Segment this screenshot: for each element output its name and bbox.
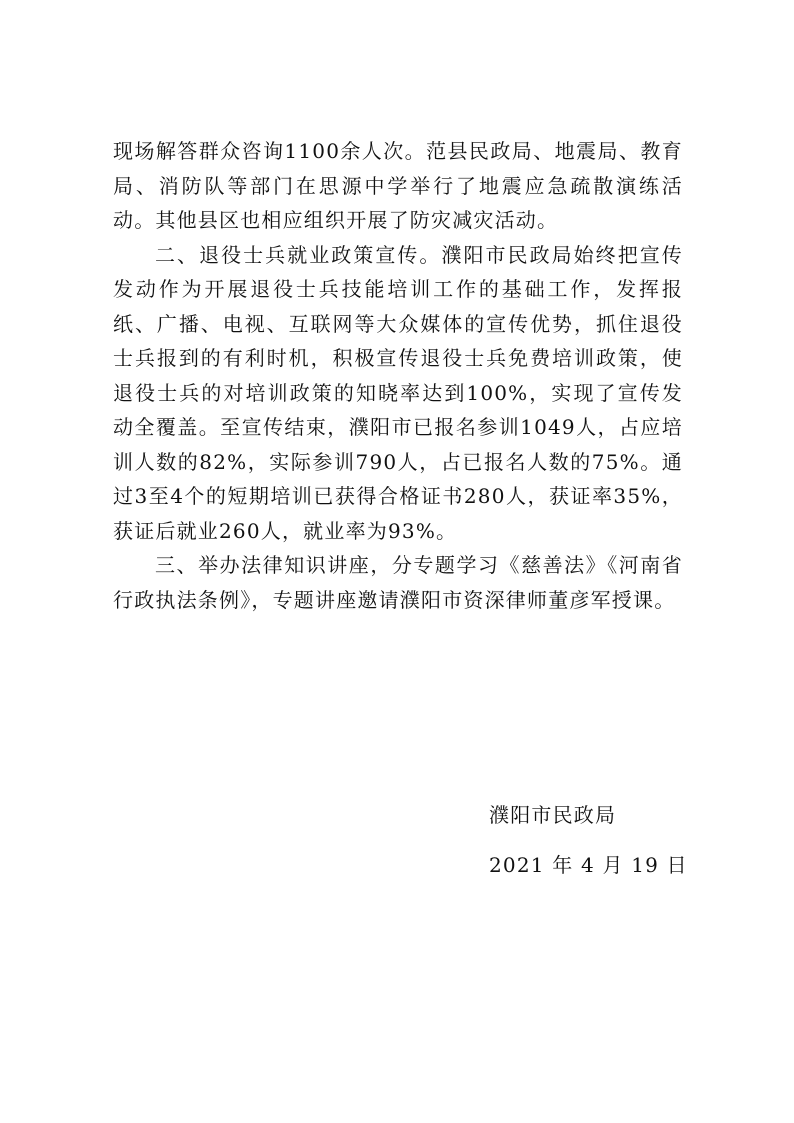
paragraph-continuation: 现场解答群众咨询1100余人次。范县民政局、地震局、教育局、消防队等部门在思源中学举行了地震应急疏散演练活动。其他县区也相应组织开展了防灾减灾活动。 (113, 139, 683, 232)
signature-date: 2021 年 4 月 19 日 (489, 853, 688, 877)
paragraph-law-lecture: 三、举办法律知识讲座，分专题学习《慈善法》《河南省行政执法条例》，专题讲座邀请濮阳市资深律师董彦军授课。 (113, 553, 683, 612)
signature-block (489, 798, 688, 898)
paragraph-veteran-policy: 二、退役士兵就业政策宣传。濮阳市民政局始终把宣传发动作为开展退役士兵技能培训工作的基础工作，发挥报纸、广播、电视、互联网等大众媒体的宣传优势，抓住退役士兵报到的有利时机，积极宣传退役士兵免费培训政策，使退役士兵的对培训政策的知晓率达到100%，实现了宣传发动全覆盖。至宣传结束，濮阳市已报名参训1049人，占应培训人数的82%，实际参训790人，占已报名人数的75%。通过3至4个的短期培训已获得合格证书280人，获证率35%，获证后就业260人，就业率为93%。 (113, 242, 683, 543)
document-body (113, 134, 683, 617)
signature-organization: 濮阳市民政局 (489, 803, 617, 827)
